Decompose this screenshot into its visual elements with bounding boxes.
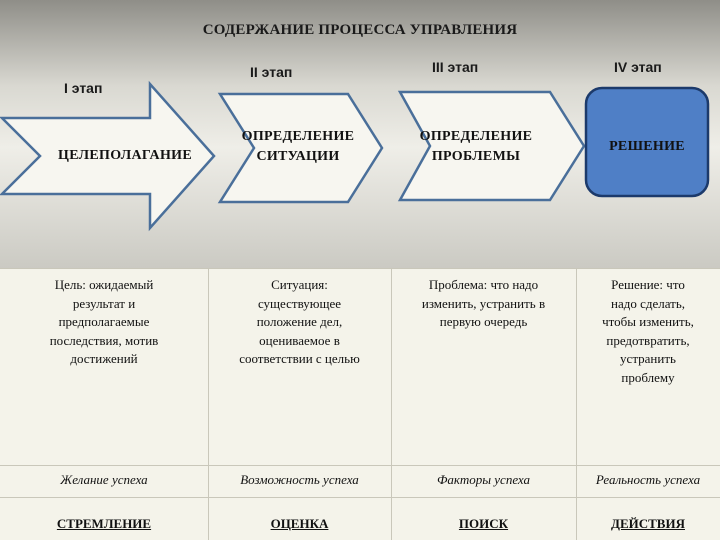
row-divider bbox=[0, 268, 720, 269]
action-cell: ПОИСК bbox=[458, 516, 509, 531]
stage-4-label: IV этап bbox=[614, 59, 662, 75]
situation-text-line2: СИТУАЦИИ bbox=[256, 149, 340, 164]
factor-cell: Желание успеха bbox=[60, 472, 148, 487]
stage-1-label: I этап bbox=[64, 80, 103, 96]
description-cell-situation: Ситуация: существующее положение дел, оцениваемое в соответствии с целью bbox=[239, 277, 360, 366]
stage-2-label: II этап bbox=[250, 64, 293, 80]
situation-text-line1: ОПРЕДЕЛЕНИЕ bbox=[241, 129, 355, 144]
description-cell-decision: Решение: что надо сделать, чтобы изменить, предотвратить, устранить проблему bbox=[602, 277, 694, 385]
description-cell-problem: Проблема: что надо изменить, устранить в первую очередь bbox=[421, 277, 546, 329]
row-divider bbox=[0, 465, 720, 466]
decision-text: РЕШЕНИЕ bbox=[609, 139, 685, 154]
row-divider bbox=[0, 497, 720, 498]
action-cell: ДЕЙСТВИЯ bbox=[611, 516, 685, 531]
factor-cell: Возможность успеха bbox=[240, 472, 359, 487]
stage-3-label: III этап bbox=[432, 59, 479, 75]
problem-chevron bbox=[400, 92, 584, 200]
description-cell-goal: Цель: ожидаемый результат и предполагаемые последствия, мотив достижений bbox=[49, 277, 159, 366]
goal-setting-text: ЦЕЛЕПОЛАГАНИЕ bbox=[58, 148, 192, 163]
action-cell: СТРЕМЛЕНИЕ bbox=[56, 516, 152, 531]
factor-cell: Факторы успеха bbox=[436, 472, 531, 487]
diagram-title: СОДЕРЖАНИЕ ПРОЦЕССА УПРАВЛЕНИЯ bbox=[202, 22, 518, 38]
action-cell: ОЦЕНКА bbox=[270, 516, 329, 531]
problem-text-line2: ПРОБЛЕМЫ bbox=[431, 149, 521, 164]
problem-text-line1: ОПРЕДЕЛЕНИЕ bbox=[419, 129, 533, 144]
factor-cell: Реальность успеха bbox=[595, 472, 701, 487]
